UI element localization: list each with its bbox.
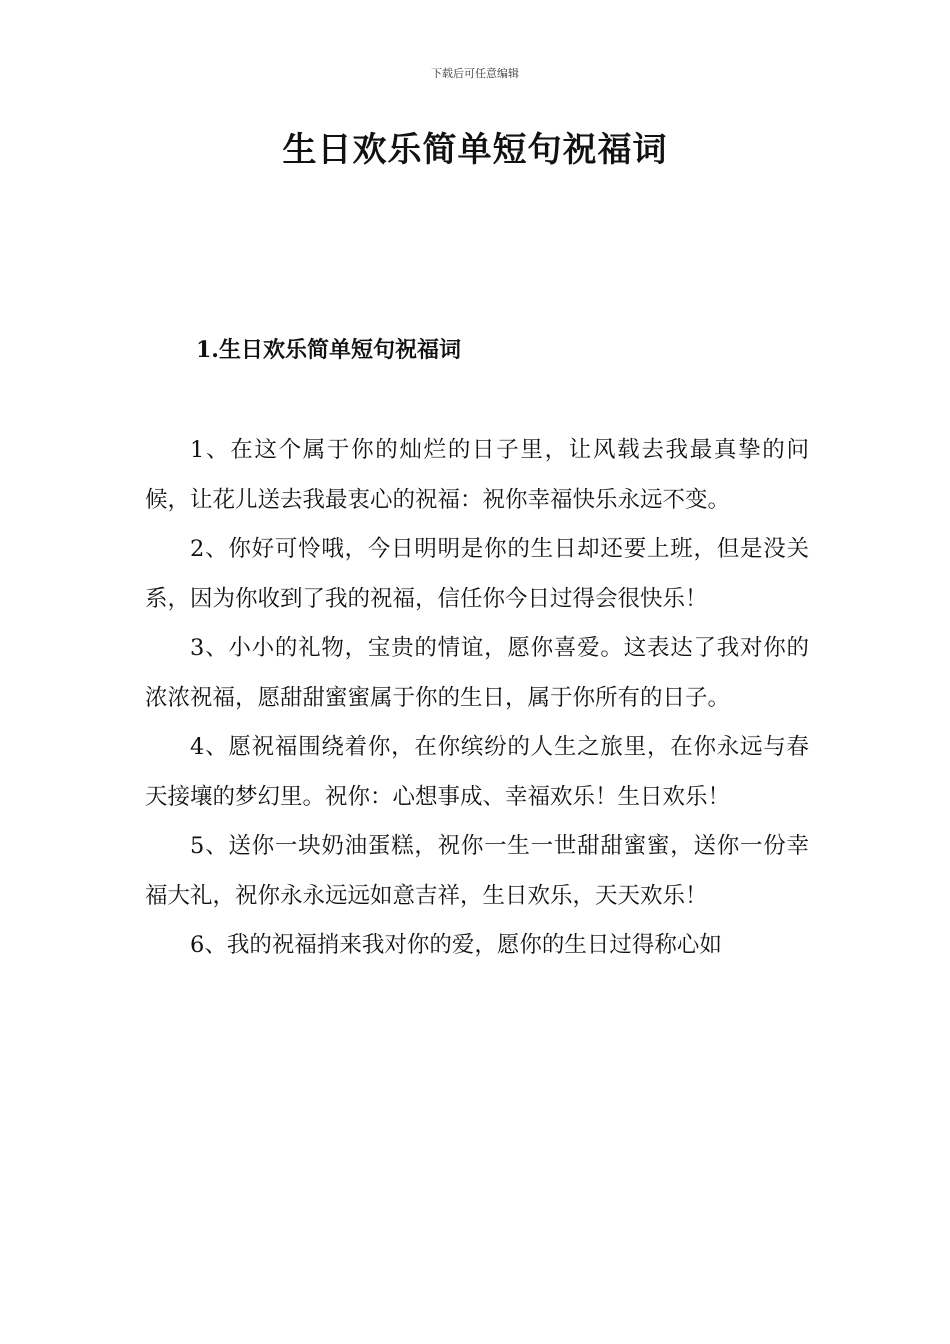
paragraph-3: 3、小小的礼物，宝贵的情谊，愿你喜爱。这表达了我对你的浓浓祝福，愿甜甜蜜蜜属于你的生日，属于你所有的日子。 bbox=[145, 635, 809, 711]
document-title: 生日欢乐简单短句祝福词 bbox=[282, 130, 668, 170]
paragraph-4: 4、愿祝福围绕着你，在你缤纷的人生之旅里，在你永远与春天接壤的梦幻里。祝你：心想事成、幸福欢乐！生日欢乐！ bbox=[145, 734, 809, 810]
paragraph-2: 2、你好可怜哦，今日明明是你的生日却还要上班，但是没关系，因为你收到了我的祝福，信任你今日过得会很快乐！ bbox=[145, 536, 809, 612]
section-heading: 1.生日欢乐简单短句祝福词 bbox=[196, 337, 461, 363]
paragraph-6: 6、我的祝福捎来我对你的爱，愿你的生日过得称心如 bbox=[190, 932, 722, 958]
header-note: 下载后可任意编辑 bbox=[431, 67, 519, 80]
body-text bbox=[145, 426, 809, 971]
paragraph-5: 5、送你一块奶油蛋糕，祝你一生一世甜甜蜜蜜，送你一份幸福大礼，祝你永永远远如意吉祥，生日欢乐，天天欢乐！ bbox=[145, 833, 809, 909]
paragraph-1: 1、在这个属于你的灿烂的日子里，让风载去我最真挚的问候，让花儿送去我最衷心的祝福：祝你幸福快乐永远不变。 bbox=[145, 437, 809, 513]
